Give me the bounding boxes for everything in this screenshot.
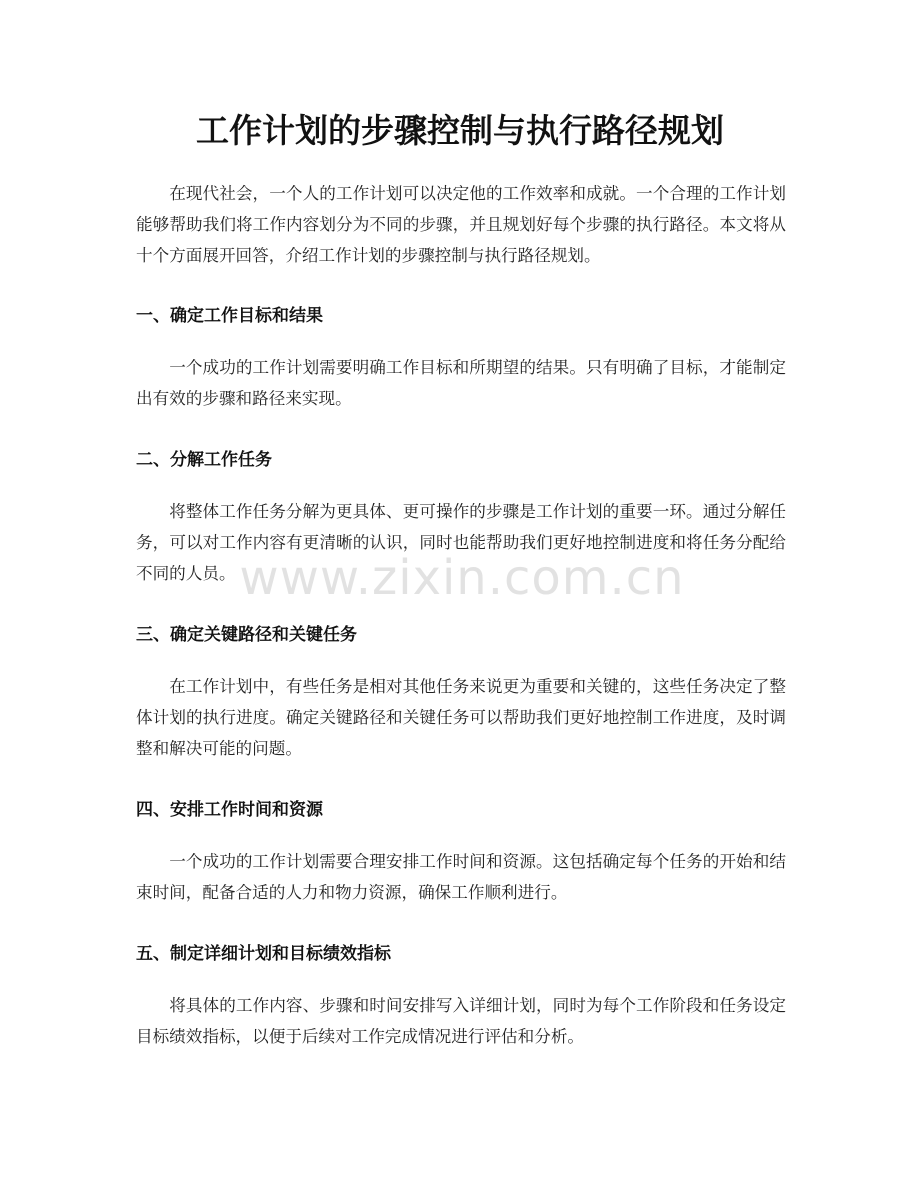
document-title: 工作计划的步骤控制与执行路径规划 [196,111,724,150]
section-paragraph: 将具体的工作内容、步骤和时间安排写入详细计划，同时为每个工作阶段和任务设定目标绩效指标，以便于后续对工作完成情况进行评估和分析。 [136,996,786,1046]
section-paragraph: 在工作计划中，有些任务是相对其他任务来说更为重要和关键的，这些任务决定了整体计划的执行进度。确定关键路径和关键任务可以帮助我们更好地控制工作进度，及时调整和解决可能的问题。 [136,677,786,758]
section-3 [136,621,786,764]
document-body [136,178,786,1084]
intro-paragraph: 在现代社会，一个人的工作计划可以决定他的工作效率和成就。一个合理的工作计划能够帮助我们将工作内容划分为不同的步骤，并且规划好每个步骤的执行路径。本文将从十个方面展开回答，介绍工作计划的步骤控制与执行路径规划。 [136,184,786,265]
section-heading: 一、确定工作目标和结果 [136,306,323,326]
section-heading: 三、确定关键路径和关键任务 [136,625,357,645]
section-heading: 四、安排工作时间和资源 [136,800,323,820]
section-heading: 二、分解工作任务 [136,450,272,470]
section-paragraph: 一个成功的工作计划需要合理安排工作时间和资源。这包括确定每个任务的开始和结束时间，配备合适的人力和物力资源，确保工作顺利进行。 [136,852,786,902]
section-heading: 五、制定详细计划和目标绩效指标 [136,944,391,964]
section-4 [136,796,786,908]
section-1 [136,302,786,414]
section-paragraph: 将整体工作任务分解为更具体、更可操作的步骤是工作计划的重要一环。通过分解任务，可以对工作内容有更清晰的认识，同时也能帮助我们更好地控制进度和将任务分配给不同的人员。 [136,502,786,583]
section-2 [136,446,786,589]
section-5 [136,940,786,1052]
watermark: www.zixin.com.cn [239,550,685,606]
section-paragraph: 一个成功的工作计划需要明确工作目标和所期望的结果。只有明确了目标，才能制定出有效的步骤和路径来实现。 [136,358,786,408]
